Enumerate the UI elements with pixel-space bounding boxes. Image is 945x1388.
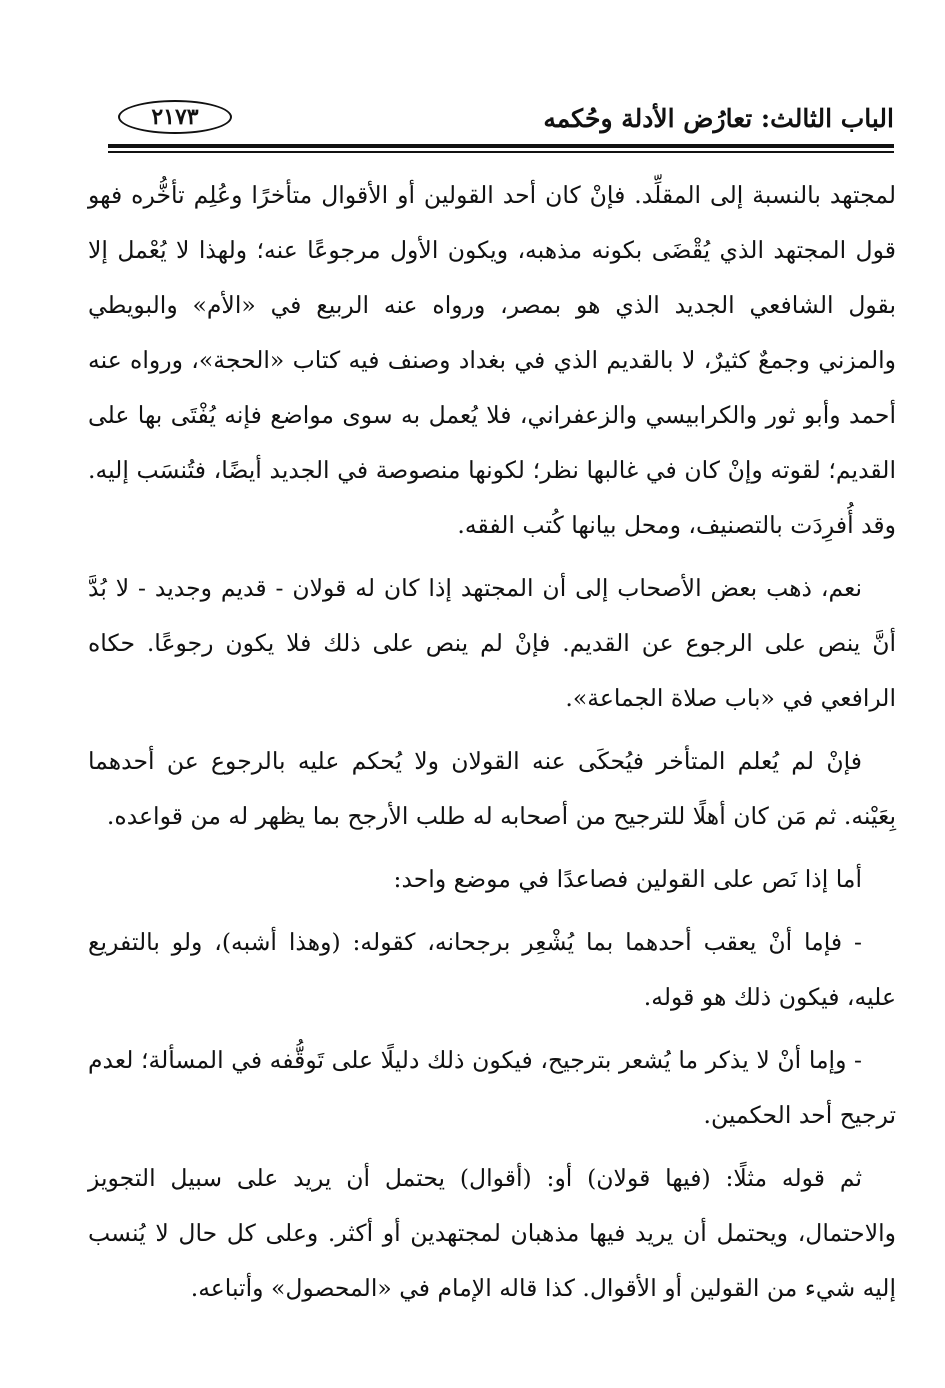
chapter-title: الباب الثالث: تعارُض الأدلة وحُكمه xyxy=(543,104,894,133)
body-text xyxy=(88,168,896,1316)
page-header xyxy=(108,96,894,142)
paragraph-6: - وإما أنْ لا يذكر ما يُشعر بترجيح، فيكون ذلك دليلًا على تَوقُّفه في المسألة؛ لعدم ترجيح أحد الحكمين. xyxy=(88,1046,896,1129)
paragraph-4: أما إذا نَص على القولين فصاعدًا في موضع واحد: xyxy=(393,865,862,893)
paragraph-7: ثم قوله مثلًا: (فيها قولان) أو: (أقوال) يحتمل أن يريد على سبيل التجويز والاحتمال، ويحتمل أن يريد فيها مذهبان لمجتهدين أو أكثر. وعلى كل حال لا يُنسب إليه شيء من القولين أو الأقوال. كذا قاله الإمام في «المحصول» وأتباعه. xyxy=(88,1164,896,1302)
header-rule-thin xyxy=(108,151,894,153)
page-number-frame xyxy=(118,100,232,134)
page-number: ٢١٧٣ xyxy=(151,104,199,130)
header-rule-thick xyxy=(108,144,894,148)
paragraph-2: نعم، ذهب بعض الأصحاب إلى أن المجتهد إذا كان له قولان - قديم وجديد - لا بُدَّ أنَّ ينص على الرجوع عن القديم. فإنْ لم ينص على ذلك فلا يكون رجوعًا. حكاه الرافعي في «باب صلاة الجماعة». xyxy=(88,574,896,712)
paragraph-1: لمجتهد بالنسبة إلى المقلِّد. فإنْ كان أحد القولين أو الأقوال متأخرًا وعُلِم تأخُّره فهو قول المجتهد الذي يُقْضَى بكونه مذهبه، ويكون الأول مرجوعًا عنه؛ ولهذا لا يُعْمل إلا بقول الشافعي الجديد الذي هو بمصر، ورواه عنه الربيع في «الأم» والبويطي والمزني وجمعٌ كثيرٌ، لا بالقديم الذي في بغداد وصنف فيه كتاب «الحجة»، ورواه عنه أحمد وأبو ثور والكرابيسي والزعفراني، فلا يُعمل به سوى مواضع فإنه يُفْتَى بها على القديم؛ لقوته وإنْ كان في غالبها نظر؛ لكونها منصوصة في الجديد أيضًا، فتُنسَب إليه. وقد أُفرِدَت بالتصنيف، ومحل بيانها كُتب الفقه. xyxy=(88,181,896,539)
paragraph-5: - فإما أنْ يعقب أحدهما بما يُشْعِر برجحانه، كقوله: (وهذا أشبه)، ولو بالتفريع عليه، فيكون ذلك هو قوله. xyxy=(88,928,896,1011)
paragraph-3: فإنْ لم يُعلم المتأخر فيُحكَى عنه القولان ولا يُحكم عليه بالرجوع عن أحدهما بِعَيْنه. ثم مَن كان أهلًا للترجيح من أصحابه له طلب الأرجح بما يظهر له من قواعده. xyxy=(88,747,896,830)
